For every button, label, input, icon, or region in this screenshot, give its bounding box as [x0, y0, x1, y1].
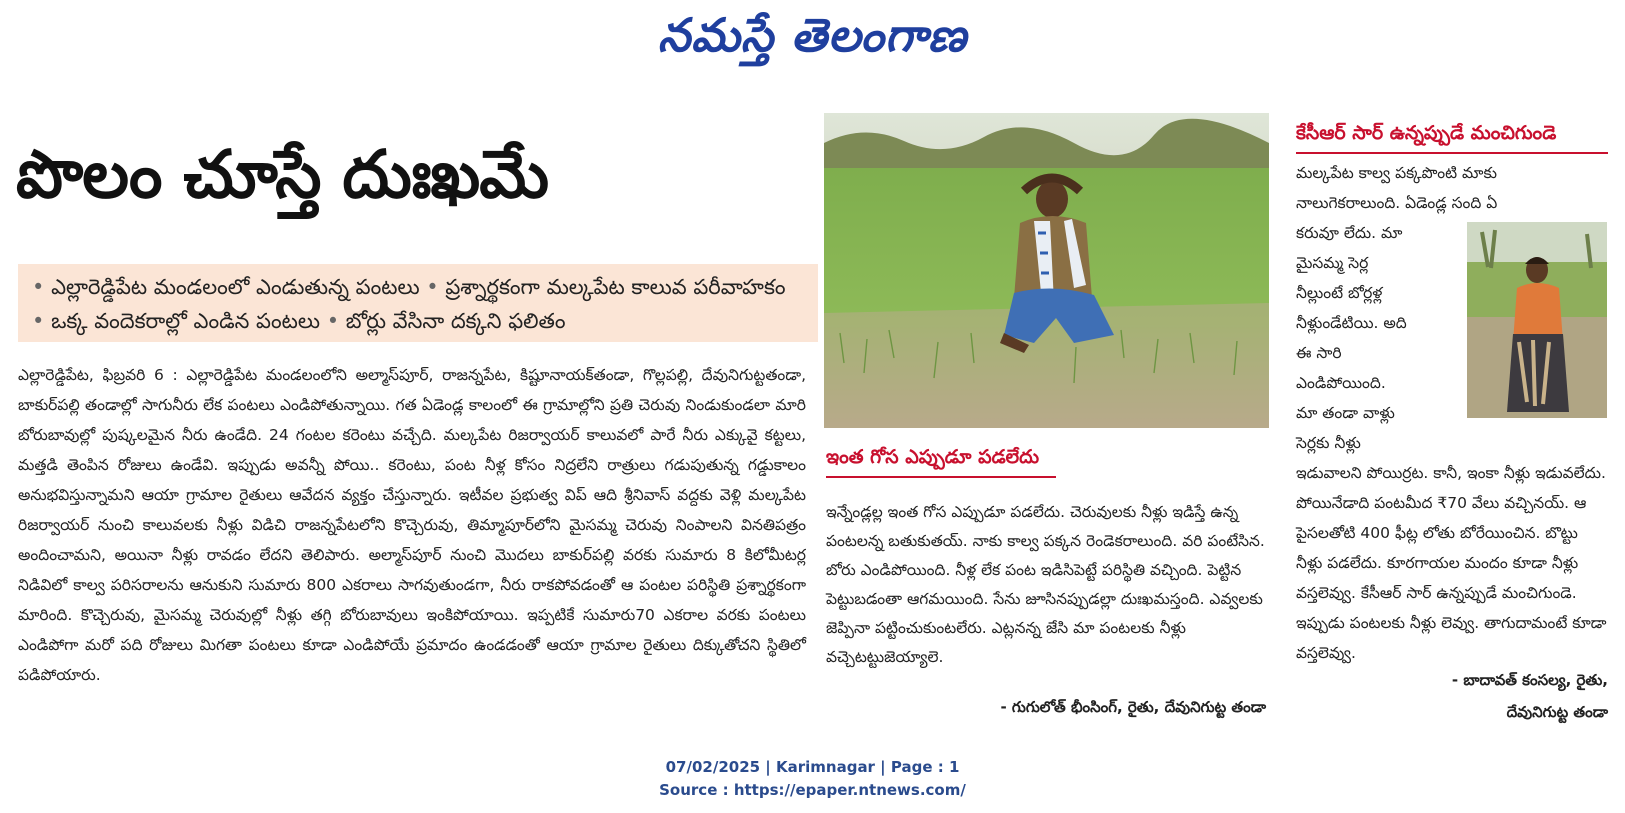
right-quote-line: కరువూ లేదు. మా [1296, 224, 1403, 242]
byline-name: - బాదావత్ కంసల్య, రైతు, [1451, 671, 1608, 689]
highlight-item: ఒక్క వందెకరాల్లో ఎండిన పంటలు [51, 309, 321, 333]
right-quote-line: ఈ సారి [1296, 344, 1342, 362]
bullet-dot: • [426, 275, 446, 299]
woman-farmer-illustration [1467, 222, 1607, 418]
right-quote-heading-text: కేసీఆర్ సార్ ఉన్నప్పుడే మంచిగుండె [1296, 122, 1557, 144]
footer-source: Source : https://epaper.ntnews.com/ [659, 781, 966, 799]
right-quote-line: నీళ్లుండేటియి. అది [1296, 314, 1407, 332]
highlight-item: బోర్లు వేసినా దక్కని ఫలితం [345, 309, 566, 333]
highlights-box [18, 264, 818, 342]
woman-farmer-photo [1467, 222, 1607, 418]
footer-date-edition: 07/02/2025 | Karimnagar | Page : 1 [665, 758, 960, 776]
farmer-field-illustration [824, 113, 1269, 428]
right-quote-line: నీల్లుంటే బోర్లళ్ల [1296, 284, 1383, 302]
highlight-item: ఎల్లారెడ్డిపేట మండలంలో ఎండుతున్న పంటలు [51, 275, 420, 299]
bullet-dot: • [32, 309, 52, 333]
right-quote-heading [1296, 122, 1608, 154]
highlight-item: ప్రశ్నార్థకంగా మల్కపేట కాలువ పరీవాహకం [445, 275, 786, 299]
middle-quote-text: ఇన్నేండ్లల్ల ఇంత గోస ఎప్పుడూ పడలేదు. చెరువులకు నీళ్లు ఇడిస్తే ఉన్న పంటలన్న బతుకుతయ్. నాకు కాల్వ పక్కన రెండెకరాలుంది. వరి పంటేసిన. బోరు ఎండిపోయింది. నీళ్ల లేక పంట ఇడిసిపెట్టే పరిస్థితి వచ్చింది. పెట్టిన పెట్టుబడంతా ఆగమయింది. సేను జూసినప్పుడల్లా దుఃఖమస్తంది. ఎవ్వలకు జెప్పినా పట్టించుకుంటలేరు. ఎట్లనన్న జేసి మా పంటలకు నీళ్లు వచ్చెటట్టుజెయ్యాలె. [826, 503, 1265, 666]
farmer-field-photo [824, 113, 1269, 428]
newspaper-masthead: నమస్తే తెలంగాణ [657, 8, 968, 62]
heading-underline [826, 476, 1056, 478]
right-quote-line: సెర్లకు నీళ్లు [1296, 434, 1361, 452]
article-body: ఎల్లారెడ్డిపేట, ఫిబ్రవరి 6 : ఎల్లారెడ్డిపేట మండలంలోని అల్మాస్‌పూర్, రాజన్నపేట, కిష్టూనాయక్‌తండా, గొల్లపల్లి, దేవునిగుట్టతండా, బాకుర్‌పల్లి తండాల్లో సాగునీరు లేక పంటలు ఎండిపోతున్నాయి. గత ఏడెండ్ల కాలంలో ఈ గ్రామాల్లోని ప్రతి చెరువు నిండుకుండలా మారి బోరుబావుల్లో పుష్కలమైన నీరు ఉండేది. 24 గంటల కరెంటు వచ్చేది. మల్కపేట రిజర్వాయర్ కాలువలో పారే నీరు ఎక్కువై కట్టలు, మత్తడి తెంపిన రోజులు ఉండేవి. ఇప్పుడు అవన్నీ పోయి.. కరెంటు, పంట నీళ్ల కోసం నిద్రలేని రాత్రులు గడుపుతున్న గడ్డుకాలం అనుభవిస్తున్నామని ఆయా గ్రామాల రైతులు ఆవేదన వ్యక్తం చేస్తున్నారు. ఇటీవల ప్రభుత్వ విప్ ఆది శ్రీనివాస్ వద్దకు వెళ్లి మల్కపేట రిజర్వాయర్ నుంచి కాలువలకు నీళ్లు విడిచి రాజన్నపేటలోని కొచ్చెరువు, తిమ్మాపూర్‌లోని మైసమ్మ చెరువు నింపాలని వినతిపత్రం అందించామని, అయినా నీళ్లు రావడం లేదని తెలిపారు. అల్మాస్‌పూర్ నుంచి మొదలు బాకుర్‌పల్లి వరకు సుమారు 8 కిలోమీటర్ల నిడివిలో కాల్వ పరిసరాలను ఆనుకుని సుమారు 800 ఎకరాలు సాగవుతుండగా, నీరు రాకపోవడంతో ఆ పంటల పరిస్థితి ప్రశ్నార్థకంగా మారింది. కొచ్చెరువు, మైసమ్మ చెరువుల్లో నీళ్లు తగ్గి బోరుబావులు ఇంకిపోయాయి. ఇప్పటికే సుమారు70 ఎకరాల వరకు పంటలు ఎండిపోగా మరో పది రోజులు మిగతా పంటలు కూడా ఎండిపోయే ప్రమాదం ఉండడంతో ఆయా గ్రామాల రైతులు దిక్కుతోచని స్థితిలో పడిపోయారు. [18, 366, 806, 684]
right-quote-line: మా తండా వాళ్లు [1296, 404, 1395, 422]
middle-quote-heading [826, 446, 1056, 478]
article-headline: పొలం చూస్తే దుఃఖమే [16, 136, 549, 213]
heading-underline [1296, 152, 1608, 154]
bullet-dot: • [32, 275, 52, 299]
right-quote-line: ఎండిపోయింది. [1296, 374, 1386, 392]
middle-quote-byline: - గుగులోత్ భీంసింగ్, రైతు, దేవునిగుట్ట తండా [1000, 698, 1266, 716]
right-quote-byline [1296, 664, 1608, 728]
bullet-dot: • [326, 309, 346, 333]
right-quote-paragraph: ఇడువాలని పోయిర్రట. కానీ, ఇంకా నీళ్లు ఇడువలేదు. పోయినేడాది పంటమీద ₹70 వేలు వచ్చినయ్. ఆ పైసలతోటి 400 ఫీట్ల లోతు బోరేయించిన. బొట్టు నీళ్లు పడలేదు. కూరగాయల మందం కూడా నీళ్లు వస్తలెవ్వు. కేసీఆర్ సార్ ఉన్నప్పుడే మంచిగుండె. ఇప్పుడు పంటలకు నీళ్లు లెవ్వు. తాగుదామంటే కూడా వస్తలెవ్వు. [1296, 464, 1607, 662]
right-quote-line: మైసమ్మ సెర్ల [1296, 254, 1369, 272]
middle-quote-heading-text: ఇంత గోస ఎప్పుడూ పడలేదు [826, 446, 1040, 468]
right-quote-line: మల్కపేట కాల్వ పక్కపొంటి మాకు [1296, 164, 1497, 182]
right-quote-line: నాలుగెకరాలుంది. ఏడెండ్ల సంది ఏ [1296, 194, 1498, 212]
byline-place: దేవునిగుట్ట తండా [1506, 703, 1608, 721]
